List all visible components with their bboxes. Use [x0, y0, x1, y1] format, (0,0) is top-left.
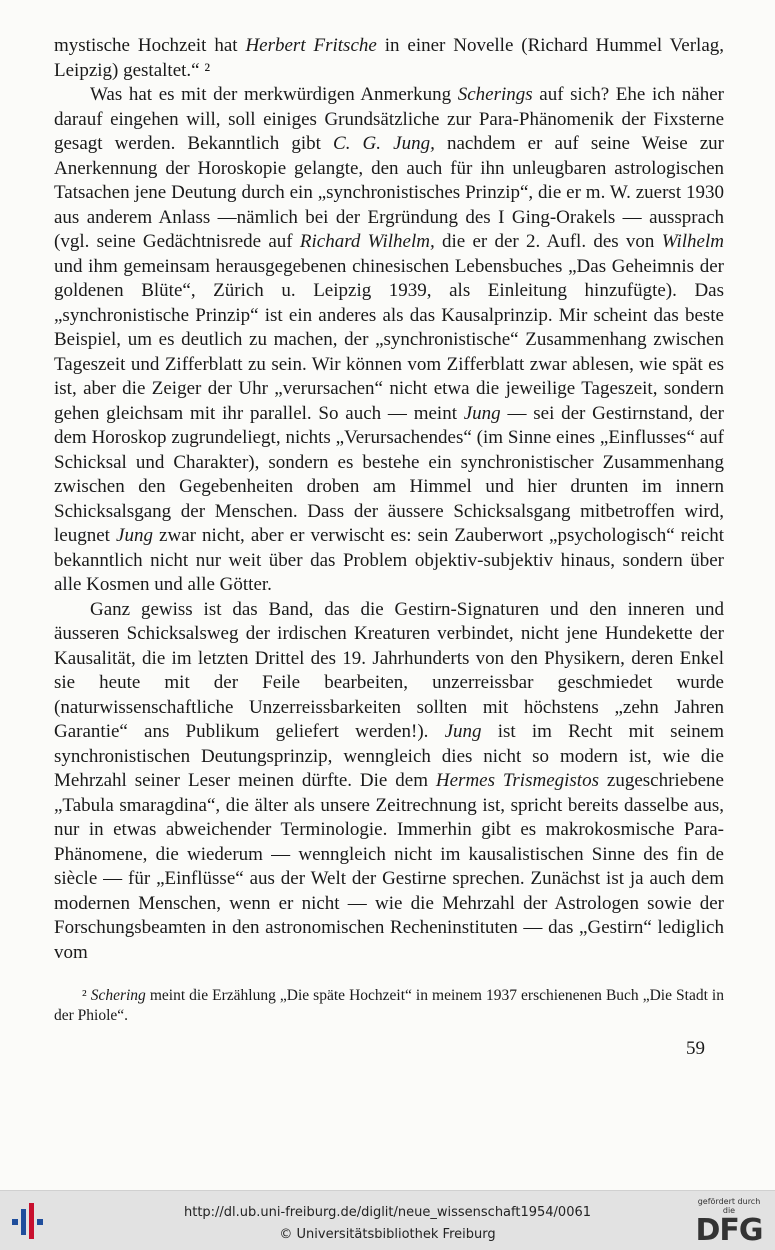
- dfg-caption: gefördert durch die: [697, 1197, 761, 1215]
- footnote-text: [54, 986, 724, 1026]
- dfg-logo: [695, 1197, 763, 1247]
- text-run: Ganz gewiss ist das Band, das die Gestirn-Signaturen und den inneren und äusseren Schicksalsweg der irdischen Kreaturen verbindet, nicht jene Hundekette der Kausalität, die im letzten Drittel des 19. Jahrhunderts von den Physikern, deren Enkel sie heute mit der Feile bearbeiten, unzerreissbar geschmiedet wurde (naturwissenschaftliche Unzerreissbarkeiten sollten mit höchstens „zehn Jahren Garantie“ ans Publikum geliefert werden!).: [54, 598, 724, 742]
- footer-copyright: © Universitätsbibliothek Freiburg: [279, 1227, 496, 1242]
- italic-run: Wilhelm: [661, 231, 724, 252]
- text-run: ²: [82, 987, 91, 1004]
- dfg-wordmark: DFG: [695, 1213, 763, 1248]
- body-text: [54, 34, 724, 965]
- text-run: in einer Novelle (Richard Hummel Verlag, Leipzig) gestaltet.“ ²: [54, 35, 725, 81]
- italic-run: Herbert Fritsche: [245, 35, 377, 56]
- text-run: nachdem er auf seine Weise zur Anerkennung der Horoskopie gelangte, den auch für ihn unleugbaren astrologischen Tatsachen jene Deutung durch ein „synchronistisches Prinzip“, die er m. W. zuerst 1930 aus anderem Anlass —nämlich bei der Ergründung des I Ging-Orakels — aussprach (vgl. seine Gedächtnisrede auf: [54, 133, 724, 252]
- italic-run: Richard Wilhelm,: [299, 231, 435, 252]
- page-number: 59: [686, 1038, 705, 1059]
- text-run: mystische Hochzeit hat: [54, 35, 246, 56]
- text-run: — sei der Gestirnstand, der dem Horoskop zugrundeliegt, nichts „Verursachendes“ (im Sinne eines „Einflusses“ auf Schicksal und Charakter), sondern es bestehe ein synchronistischer Zusammenhang zwischen den Gegebenheiten droben am Himmel und hier drunten im innern Schicksalsgang der Menschen. Dass der äussere Schicksalsgang mitbetroffen wird, leugnet: [54, 402, 724, 546]
- italic-run: Hermes Trismegistos: [435, 770, 599, 791]
- footnote: [54, 986, 724, 1026]
- paragraph-1: [54, 34, 724, 83]
- text-run: zwar nicht, aber er verwischt es: sein Zauberwort „psychologisch“ reicht bekanntlich nicht nur weit über das Problem objektiv-subjektiv hinaus, sondern über alle Kosmen und alle Götter.: [54, 525, 724, 595]
- text-run: die er der 2. Aufl. des von: [434, 231, 662, 252]
- italic-run: Scherings: [457, 84, 533, 105]
- italic-run: Jung: [444, 721, 482, 742]
- text-run: meint die Erzählung „Die späte Hochzeit“ in meinem 1937 erschienenen Buch „Die Stadt in der Phiole“.: [54, 987, 724, 1024]
- italic-run: Jung: [116, 525, 153, 546]
- text-run: ist im Recht mit seinem synchronistischen Deutungsprinzip, wenngleich dies nicht so modern ist, wie die Mehrzahl seiner Leser meinen dürfte. Die dem: [54, 721, 724, 791]
- text-run: und ihm gemeinsam herausgegebenen chinesischen Lebensbuches „Das Geheimnis der goldenen Blüte“, Zürich u. Leipzig 1939, als Einleitung hinzufügte). Das „synchronistische Prinzip“ ist ein anderes als das Kausalprinzip. Mir scheint das beste Beispiel, um es deutlich zu machen, der „synchronistische“ Zusammenhang zwischen Tageszeit und Zifferblatt zu sein. Wir können vom Zifferblatt zwar ablesen, wie spät es ist, aber die Zeiger der Uhr „verursachen“ nicht etwa die jeweilige Tageszeit, sondern gehen gleichsam mit ihr parallel. So auch — meint: [54, 255, 724, 424]
- footer-url-link[interactable]: http://dl.ub.uni-freiburg.de/diglit/neue_wissenschaft1954/0061: [183, 1205, 592, 1220]
- text-run: zugeschriebene „Tabula smaragdina“, die älter als unsere Zeitrechnung ist, spricht bereits dasselbe aus, nur in etwas abweichender Terminologie. Immerhin gibt es makrokosmische Para-Phänomene, die wiederum — wenngleich nicht im kausalistischen Sinne des fin de siècle — für „Einflüsse“ aus der Welt der Gestirne sprechen. Zunächst ist ja auch dem modernen Menschen, wenn er nicht — wie die Mehrzahl der Astrologen sowie der Forschungsbeamten in den astronomischen Recheninstituten — das „Gestirn“ lediglich vom: [54, 770, 724, 963]
- paragraph-3: [54, 598, 724, 966]
- text-run: Was hat es mit der merkwürdigen Anmerkung: [90, 84, 458, 105]
- paragraph-2: [54, 83, 724, 598]
- italic-run: C. G. Jung,: [333, 133, 435, 154]
- text-run: auf sich? Ehe ich näher darauf eingehen will, soll einiges Grundsätzliche zur Para-Phänomenik der Fixsterne gesagt werden. Bekanntlich gibt: [54, 84, 724, 154]
- footer-bar: [0, 1190, 775, 1250]
- italic-run: Jung: [463, 402, 501, 424]
- italic-run: Schering: [90, 987, 146, 1004]
